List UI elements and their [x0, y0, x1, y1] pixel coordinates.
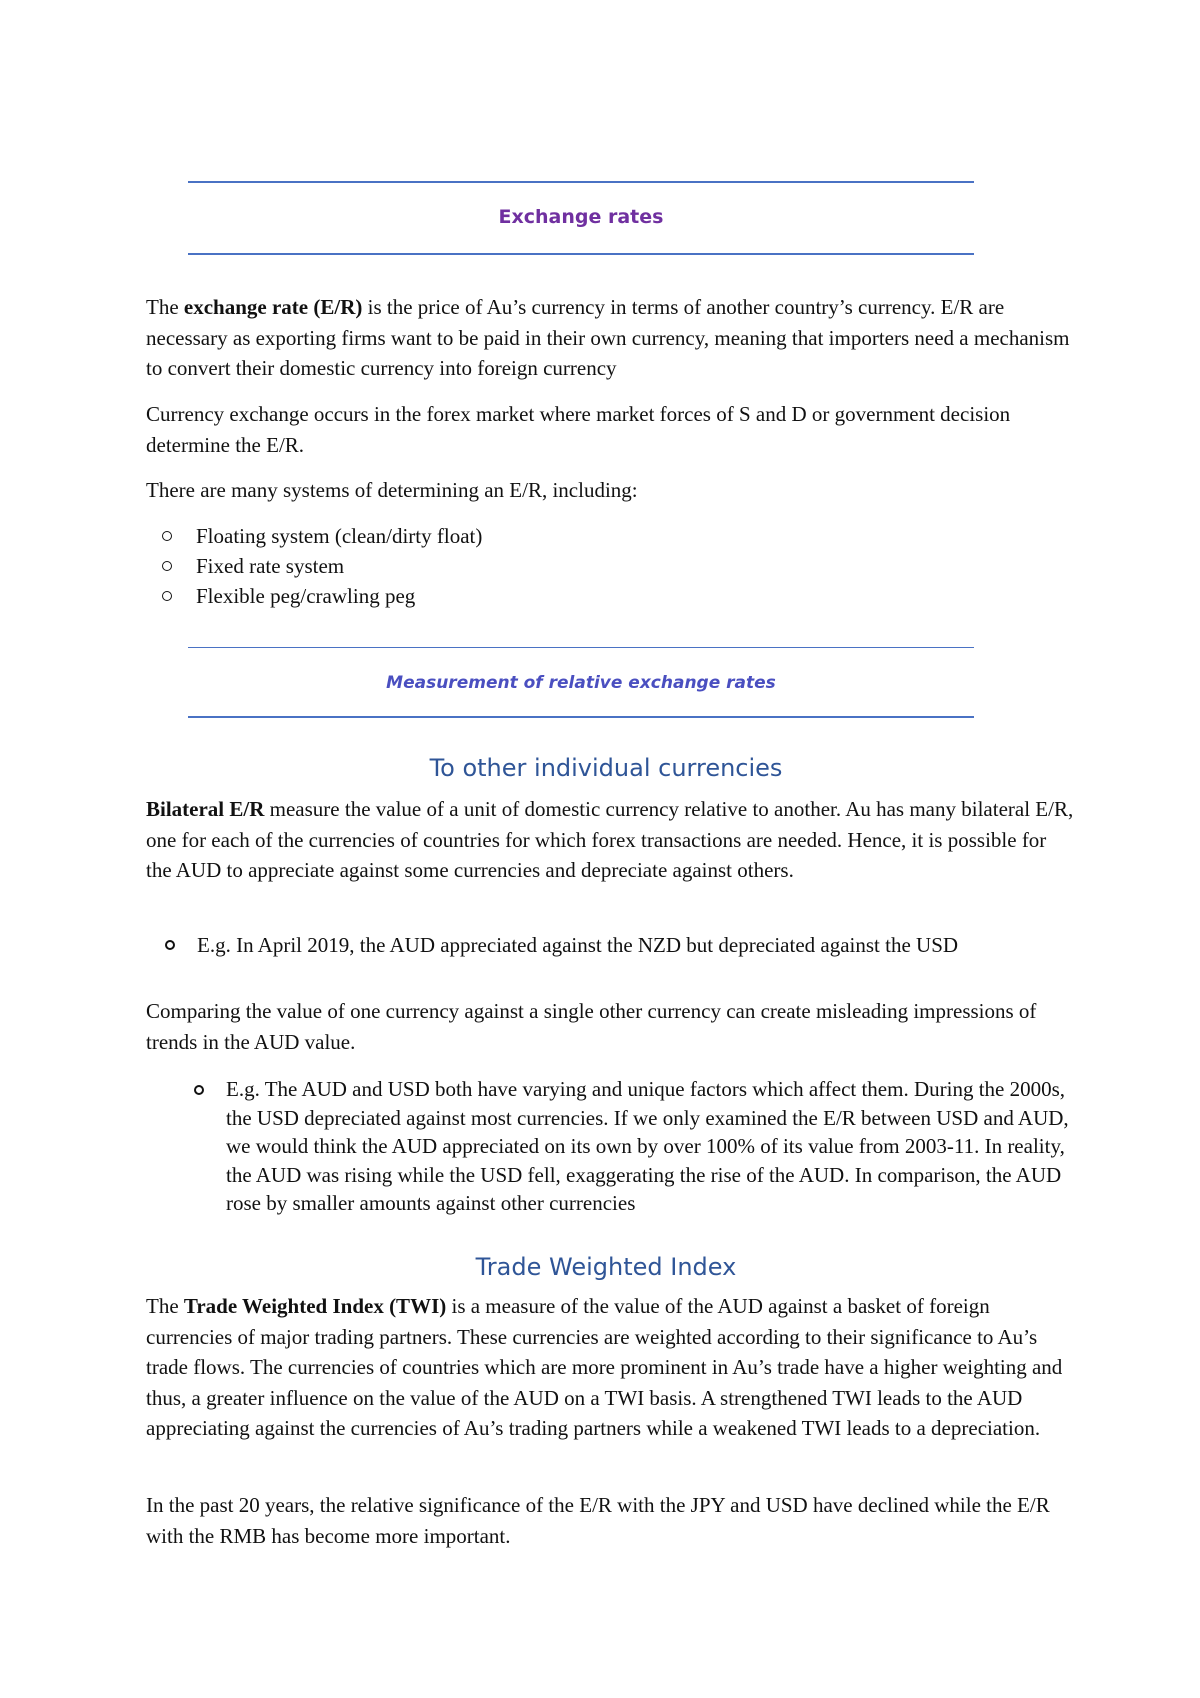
list-item: E.g. In April 2019, the AUD appreciated against the NZD but depreciated against the USD [197, 930, 1057, 960]
bilateral-paragraph: Bilateral E/R measure the value of a unit of domestic currency relative to another. Au has many bilateral E/R, one for each of the currencies of countries for which forex transactions are needed. Hence, it is possible for the AUD to appreciate against some currencies and depreciate against others. [146, 797, 1074, 882]
comparison-paragraph: Comparing the value of one currency against a single other currency can create misleading impressions of trends in the AUD value. [146, 999, 1037, 1054]
bullet-icon [165, 940, 175, 950]
twi-paragraph: The Trade Weighted Index (TWI) is a measure of the value of the AUD against a basket of foreign currencies of major trading partners. These currencies are weighted according to their significance to Au’s trade flows. The currencies of countries which are more prominent in Au’s trade have a higher weighting and thus, a greater influence on the value of the AUD on a TWI basis. A strengthened TWI leads to the AUD appreciating against the currencies of Au’s trading partners while a weakened TWI leads to a depreciation. [146, 1294, 1063, 1440]
measurement-heading: Measurement of relative exchange rates [386, 673, 776, 693]
page-title: Exchange rates [498, 206, 664, 228]
measurement-rule-top [188, 647, 974, 648]
intro-paragraph: The exchange rate (E/R) is the price of Au’s currency in terms of another country’s currency. E/R are necessary as exporting firms want to be paid in their own currency, meaning that importers need a mechanism to convert their domestic currency into foreign currency [146, 295, 1070, 380]
list-item: E.g. The AUD and USD both have varying and unique factors which affect them. During the 2000s, the USD depreciated against most currencies. If we only examined the E/R between USD and AUD, we would think the AUD appreciated on its own by over 100% of its value from 2003-11. In reality, the AUD was rising while the USD fell, exaggerating the rise of the AUD. In comparison, the AUD rose by smaller amounts against other currencies [226, 1075, 1071, 1218]
significance-paragraph: In the past 20 years, the relative significance of the E/R with the JPY and USD have declined while the E/R with the RMB has become more important. [146, 1493, 1050, 1548]
section-title-twi: Trade Weighted Index [475, 1253, 737, 1281]
measurement-rule-bottom [188, 716, 974, 718]
title-rule-top [188, 181, 974, 183]
list-item: Flexible peg/crawling peg [160, 581, 482, 611]
list-item: Floating system (clean/dirty float) [160, 521, 482, 551]
bullet-icon [162, 531, 172, 541]
bullet-icon [162, 591, 172, 601]
list-item: Fixed rate system [160, 551, 482, 581]
bullet-icon [162, 561, 172, 571]
systems-list [160, 521, 482, 611]
bullet-icon [194, 1085, 204, 1095]
forex-paragraph: Currency exchange occurs in the forex market where market forces of S and D or government decision determine the E/R. [146, 402, 1011, 457]
systems-intro: There are many systems of determining an E/R, including: [146, 478, 638, 502]
section-title-individual-currencies: To other individual currencies [429, 754, 783, 782]
title-rule-bottom [188, 253, 974, 255]
